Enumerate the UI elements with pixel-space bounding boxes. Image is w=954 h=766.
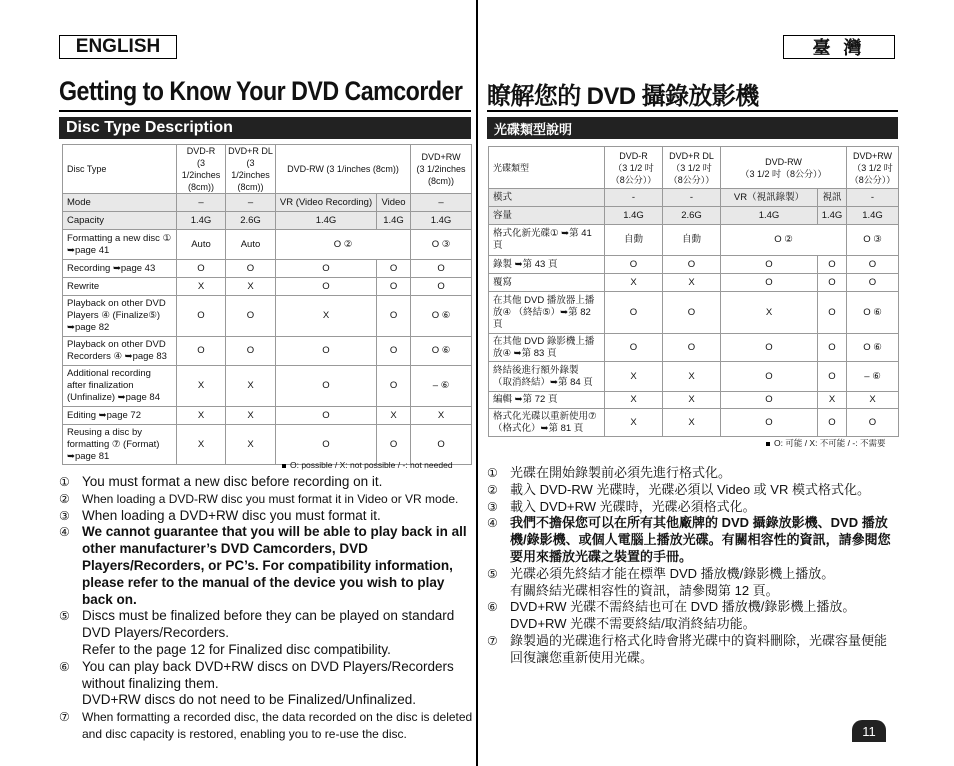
language-label-taiwan: 臺 灣: [783, 35, 895, 59]
table-cell: DVD+R DL （3 1/2 吋 （8公分））: [663, 147, 721, 189]
note-number: ③: [487, 499, 498, 514]
list-item: [487, 633, 899, 667]
table-cell: O: [377, 278, 411, 296]
legend-chinese: [766, 437, 885, 449]
table-cell: VR (Video Recording): [276, 194, 377, 212]
table-cell: Auto: [177, 230, 226, 260]
row-label-cell: Rewrite: [63, 278, 177, 296]
table-cell: O ③: [847, 225, 899, 256]
table-cell: – ⑥: [847, 362, 899, 392]
row-label-cell: 模式: [489, 189, 605, 207]
center-divider: [476, 0, 478, 766]
table-cell: 視訊: [818, 189, 847, 207]
table-cell: O: [818, 256, 847, 274]
table-cell: O: [721, 256, 818, 274]
table-row: [63, 425, 472, 465]
table-cell: 1.4G: [721, 207, 818, 225]
table-row: [489, 392, 899, 409]
table-row: [63, 194, 472, 212]
table-cell: X: [663, 274, 721, 292]
table-cell: O ⑥: [411, 296, 472, 337]
note-text: Discs must be finalized before they can be played on standard DVD Players/Recorders. Refer to the page 12 for Finalized disc compatibility.: [82, 608, 455, 657]
table-row: [63, 145, 472, 194]
table-cell: O: [818, 362, 847, 392]
table-cell: VR（視訊錄製）: [721, 189, 818, 207]
note-number: ②: [487, 482, 498, 497]
table-cell: O: [847, 409, 899, 437]
table-cell: X: [226, 366, 276, 407]
table-cell: 1.4G: [377, 212, 411, 230]
note-text: 載入 DVD+RW 光碟時，光碟必須格式化。: [510, 498, 756, 514]
list-item: [487, 499, 899, 516]
row-label-cell: Additional recording after finalization (Unfinalize) ➥page 84: [63, 366, 177, 407]
note-number: ⑤: [487, 566, 498, 581]
table-cell: X: [226, 425, 276, 465]
table-cell: 2.6G: [226, 212, 276, 230]
table-cell: X: [177, 425, 226, 465]
table-cell: 1.4G: [847, 207, 899, 225]
table-cell: O: [847, 274, 899, 292]
row-label-cell: Capacity: [63, 212, 177, 230]
note-number: ⑥: [59, 659, 70, 674]
table-cell: O: [377, 337, 411, 366]
note-number: ⑦: [487, 633, 498, 648]
row-label-cell: Mode: [63, 194, 177, 212]
table-cell: 2.6G: [663, 207, 721, 225]
row-label-cell: 格式化光碟以重新使用⑦ （格式化）➥第 81 頁: [489, 409, 605, 437]
list-item: [59, 608, 475, 658]
note-text: 我們不擔保您可以在所有其他廠牌的 DVD 攝錄放影機、DVD 播放機/錄影機、或個人電腦上播放光碟。有關相容性的資訊，請參閱您要用來播放光碟之裝置的手冊。: [510, 515, 891, 564]
row-label-cell: 覆寫: [489, 274, 605, 292]
row-label-cell: Editing ➥page 72: [63, 407, 177, 425]
table-cell: O: [276, 366, 377, 407]
table-cell: X: [377, 407, 411, 425]
table-cell: O: [605, 334, 663, 362]
row-label-cell: Reusing a disc by formatting ⑦ (Format) ➥page 81: [63, 425, 177, 465]
table-cell: O: [663, 334, 721, 362]
note-number: ⑥: [487, 600, 498, 615]
table-cell: X: [177, 407, 226, 425]
page-number: 11: [852, 720, 886, 742]
table-cell: O: [276, 407, 377, 425]
table-row: [63, 337, 472, 366]
table-cell: X: [663, 362, 721, 392]
table-cell: X: [721, 292, 818, 334]
table-cell: O: [276, 425, 377, 465]
table-cell: Auto: [226, 230, 276, 260]
footnotes-chinese: [487, 465, 899, 667]
note-text: When formatting a recorded disc, the data recorded on the disc is deleted and disc capacity is restored, enabling you to re-use the disc.: [82, 710, 473, 741]
row-label-cell: Playback on other DVD Recorders ④ ➥page 83: [63, 337, 177, 366]
table-cell: O: [411, 425, 472, 465]
table-row: [63, 230, 472, 260]
table-cell: X: [226, 278, 276, 296]
table-row: [63, 407, 472, 425]
row-label-cell: 在其他 DVD 錄影機上播放④ ➥第 83 頁: [489, 334, 605, 362]
table-row: [489, 274, 899, 292]
note-number: ①: [59, 475, 70, 489]
list-item: [59, 659, 475, 709]
note-number: ⑦: [59, 710, 70, 725]
table-cell: O: [663, 256, 721, 274]
table-cell: X: [663, 409, 721, 437]
table-cell: O ②: [721, 225, 847, 256]
row-label-cell: 光碟類型: [489, 147, 605, 189]
table-cell: O: [377, 260, 411, 278]
section-heading-english: Disc Type Description: [59, 117, 471, 139]
table-cell: DVD-RW (3 1/inches (8cm)): [276, 145, 411, 194]
table-cell: O: [605, 256, 663, 274]
table-cell: O: [276, 260, 377, 278]
row-label-cell: Disc Type: [63, 145, 177, 194]
note-number: ①: [487, 466, 498, 480]
table-cell: O: [818, 409, 847, 437]
table-cell: –: [411, 194, 472, 212]
table-cell: O: [721, 392, 818, 409]
table-row: [489, 207, 899, 225]
title-rule-english: [59, 110, 471, 112]
table-cell: O: [226, 296, 276, 337]
note-text: When loading a DVD-RW disc you must format it in Video or VR mode.: [82, 491, 459, 506]
table-row: [63, 296, 472, 337]
table-cell: O ⑥: [847, 292, 899, 334]
row-label-cell: 編輯 ➥第 72 頁: [489, 392, 605, 409]
table-cell: DVD-R （3 1/2 吋 （8公分））: [605, 147, 663, 189]
table-cell: X: [605, 409, 663, 437]
table-cell: –: [177, 194, 226, 212]
note-number: ④: [487, 516, 498, 531]
table-row: [489, 362, 899, 392]
table-cell: O: [721, 362, 818, 392]
table-cell: –: [226, 194, 276, 212]
table-cell: -: [847, 189, 899, 207]
table-cell: O: [177, 296, 226, 337]
table-cell: O: [721, 334, 818, 362]
table-cell: -: [663, 189, 721, 207]
row-label-cell: 錄製 ➥第 43 頁: [489, 256, 605, 274]
table-cell: 1.4G: [605, 207, 663, 225]
table-cell: X: [663, 392, 721, 409]
table-cell: 1.4G: [411, 212, 472, 230]
section-heading-chinese: 光碟類型說明: [487, 117, 898, 139]
table-cell: – ⑥: [411, 366, 472, 407]
table-cell: 自動: [605, 225, 663, 256]
table-cell: O ③: [411, 230, 472, 260]
table-row: [489, 147, 899, 189]
table-cell: 1.4G: [818, 207, 847, 225]
table-cell: DVD-R (3 1/2inches (8cm)): [177, 145, 226, 194]
table-row: [63, 366, 472, 407]
note-text: 光碟必須先終結才能在標準 DVD 播放機/錄影機上播放。 有關終結光碟相容性的資訊，請參閱第 12 頁。: [510, 565, 835, 598]
legend-text: O: 可能 / X: 不可能 / -: 不需要: [774, 438, 886, 448]
page-title-english: Getting to Know Your DVD Camcorder: [59, 76, 463, 106]
note-number: ⑤: [59, 609, 70, 624]
row-label-cell: Formatting a new disc ① ➥page 41: [63, 230, 177, 260]
bullet-square-icon: [282, 464, 286, 468]
table-row: [489, 409, 899, 437]
table-row: [489, 292, 899, 334]
title-rule-chinese: [487, 110, 898, 112]
table-cell: O: [377, 425, 411, 465]
table-cell: O: [721, 274, 818, 292]
table-cell: X: [276, 296, 377, 337]
table-cell: O: [226, 337, 276, 366]
table-row: [489, 334, 899, 362]
list-item: [59, 491, 475, 508]
footnotes-english: [59, 474, 475, 743]
table-row: [489, 189, 899, 207]
table-cell: DVD+RW (3 1/2inches (8cm)): [411, 145, 472, 194]
row-label-cell: Recording ➥page 43: [63, 260, 177, 278]
table-cell: O: [411, 278, 472, 296]
table-cell: X: [177, 278, 226, 296]
table-cell: DVD+RW （3 1/2 吋 （8公分））: [847, 147, 899, 189]
table-cell: X: [847, 392, 899, 409]
note-number: ③: [59, 508, 70, 523]
table-row: [489, 225, 899, 256]
list-item: [59, 709, 475, 743]
list-item: [487, 482, 899, 499]
table-cell: 1.4G: [177, 212, 226, 230]
table-cell: X: [177, 366, 226, 407]
list-item: [487, 515, 899, 565]
note-text: 錄製過的光碟進行格式化時會將光碟中的資料刪除，光碟容量便能回復讓您重新使用光碟。: [510, 632, 888, 665]
note-text: 光碟在開始錄製前必須先進行格式化。: [510, 465, 732, 480]
table-cell: X: [411, 407, 472, 425]
note-text: You can play back DVD+RW discs on DVD Players/Recorders without finalizing them. DVD+RW discs do not need to be Finalized/Unfinalized.: [82, 658, 454, 708]
table-cell: X: [605, 392, 663, 409]
note-text: DVD+RW 光碟不需終結也可在 DVD 播放機/錄影機上播放。 DVD+RW 光碟不需要終結/取消終結功能。: [510, 599, 856, 632]
table-cell: -: [605, 189, 663, 207]
page-title-chinese: 瞭解您的 DVD 攝錄放影機: [487, 83, 759, 110]
table-cell: X: [605, 274, 663, 292]
table-cell: 自動: [663, 225, 721, 256]
table-cell: O: [818, 292, 847, 334]
table-cell: O ⑥: [411, 337, 472, 366]
table-cell: O: [377, 366, 411, 407]
table-cell: O: [605, 292, 663, 334]
table-cell: 1.4G: [276, 212, 377, 230]
language-label-english: ENGLISH: [59, 35, 177, 59]
table-cell: O: [721, 409, 818, 437]
row-label-cell: Playback on other DVD Players ④ (Finalize⑤) ➥page 82: [63, 296, 177, 337]
row-label-cell: 容量: [489, 207, 605, 225]
table-cell: O: [818, 334, 847, 362]
list-item: [487, 599, 899, 633]
note-text: When loading a DVD+RW disc you must format it.: [82, 507, 381, 523]
table-cell: O ⑥: [847, 334, 899, 362]
table-cell: DVD+R DL (3 1/2inches (8cm)): [226, 145, 276, 194]
table-cell: Video: [377, 194, 411, 212]
table-cell: X: [818, 392, 847, 409]
table-cell: O: [663, 292, 721, 334]
table-cell: O: [377, 296, 411, 337]
disc-type-table-chinese: [488, 146, 899, 437]
table-cell: O: [177, 337, 226, 366]
row-label-cell: 終結後進行額外錄製 （取消終結）➥第 84 頁: [489, 362, 605, 392]
list-item: [59, 508, 475, 525]
note-text: We cannot guarantee that you will be able to play back in all other manufacturer’s DVD Camcorders, DVD Players/Recorders, or PC’s. For compatibility information, please refer to the manual of the device you wish to play back on.: [82, 524, 467, 607]
table-cell: DVD-RW （3 1/2 吋（8公分））: [721, 147, 847, 189]
table-cell: O: [177, 260, 226, 278]
row-label-cell: 在其他 DVD 播放器上播放④ （終結⑤）➥第 82 頁: [489, 292, 605, 334]
table-row: [63, 212, 472, 230]
note-text: You must format a new disc before recording on it.: [82, 474, 383, 489]
table-cell: X: [605, 362, 663, 392]
legend-english: [282, 460, 453, 470]
table-cell: X: [226, 407, 276, 425]
table-cell: O: [818, 274, 847, 292]
table-row: [63, 260, 472, 278]
list-item: [487, 465, 899, 482]
bullet-square-icon: [766, 442, 770, 446]
table-cell: O ②: [276, 230, 411, 260]
table-cell: O: [411, 260, 472, 278]
list-item: [59, 474, 475, 491]
list-item: [487, 566, 899, 600]
note-number: ④: [59, 525, 70, 540]
note-number: ②: [59, 491, 70, 506]
table-row: [489, 256, 899, 274]
table-row: [63, 278, 472, 296]
table-cell: O: [276, 337, 377, 366]
legend-text: O: possible / X: not possible / -: not needed: [290, 460, 453, 470]
list-item: [59, 524, 475, 608]
disc-type-table-english: [62, 144, 472, 465]
row-label-cell: 格式化新光碟① ➥第 41 頁: [489, 225, 605, 256]
table-cell: O: [276, 278, 377, 296]
table-cell: O: [226, 260, 276, 278]
table-cell: O: [847, 256, 899, 274]
note-text: 載入 DVD-RW 光碟時，光碟必須以 Video 或 VR 模式格式化。: [510, 481, 870, 497]
